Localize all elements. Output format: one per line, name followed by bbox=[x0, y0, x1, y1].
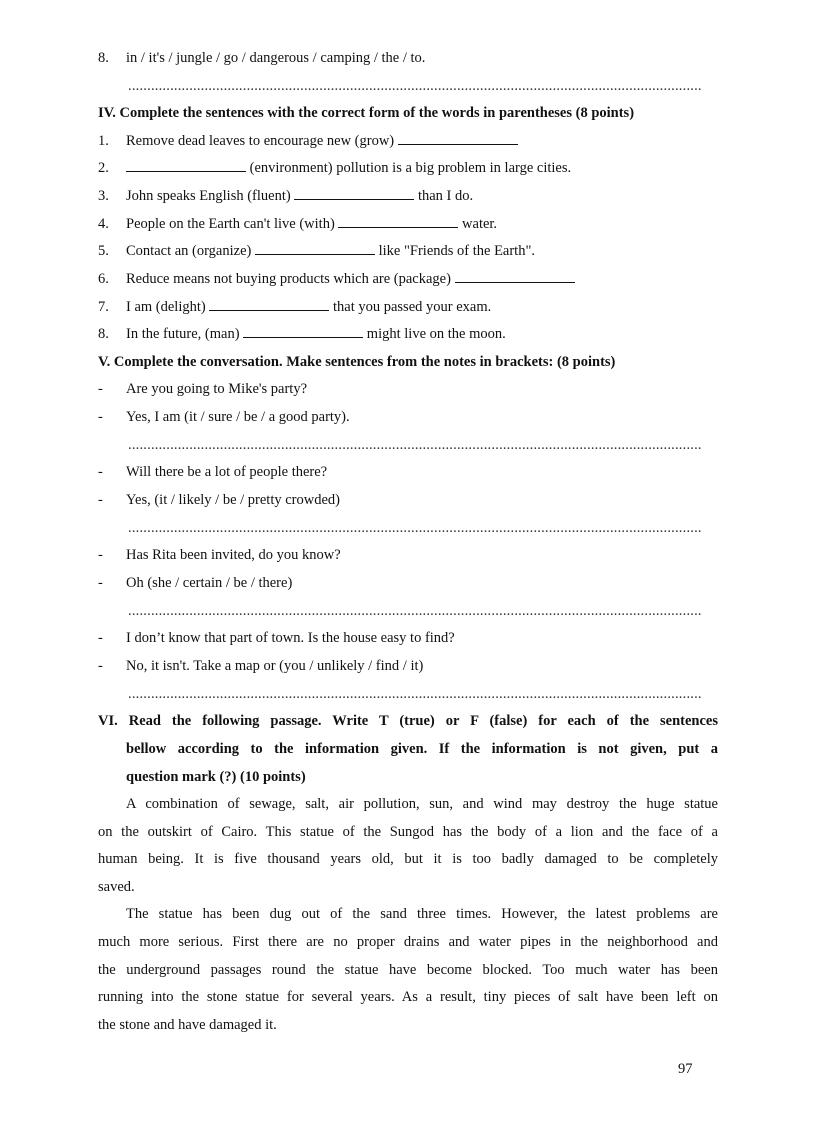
section-4-item bbox=[0, 296, 816, 318]
passage-text: human being. It is five thousand years old, but it is too badly damaged to be completely bbox=[98, 851, 718, 867]
item-number: 2. bbox=[98, 160, 109, 176]
section-6-heading-line-2 bbox=[0, 738, 816, 760]
item-text-before: Contact an (organize) bbox=[126, 243, 255, 259]
conversation-line bbox=[0, 461, 816, 483]
item-text bbox=[126, 213, 497, 235]
conversation-line bbox=[0, 406, 816, 428]
item-text bbox=[126, 268, 575, 290]
section-5-heading-line bbox=[0, 351, 816, 373]
answer-blank[interactable] bbox=[126, 159, 246, 172]
answer-dotted-line[interactable]: ...................................................................................................................................................... bbox=[128, 603, 702, 619]
item-text-before: People on the Earth can't live (with) bbox=[126, 216, 339, 232]
answer-blank[interactable] bbox=[398, 132, 518, 145]
passage-text: saved. bbox=[98, 879, 135, 895]
passage-p1-line-1 bbox=[0, 793, 816, 815]
item-number: 8. bbox=[98, 326, 109, 342]
section-6-heading-3: question mark (?) (10 points) bbox=[126, 769, 306, 785]
section-4-heading: IV. Complete the sentences with the correct form of the words in parentheses (8 points) bbox=[98, 105, 635, 121]
section-4-item bbox=[0, 157, 816, 179]
section-4-item bbox=[0, 213, 816, 235]
answer-line bbox=[0, 600, 816, 622]
exercise-8-number: 8. bbox=[98, 50, 109, 66]
item-number: 4. bbox=[98, 216, 109, 232]
item-number: 5. bbox=[98, 243, 109, 259]
passage-p2-line-2 bbox=[0, 931, 816, 953]
section-6-heading-line-3 bbox=[0, 766, 816, 788]
conversation-text: No, it isn't. Take a map or (you / unlikely / find / it) bbox=[126, 658, 424, 674]
item-text-after: might live on the moon. bbox=[363, 326, 506, 342]
answer-blank[interactable] bbox=[455, 270, 575, 283]
answer-blank[interactable] bbox=[338, 215, 458, 228]
page-number: 97 bbox=[678, 1061, 693, 1077]
item-number: 1. bbox=[98, 133, 109, 149]
passage-text: running into the stone statue for several years. As a result, tiny pieces of salt have been left on bbox=[98, 989, 718, 1005]
item-text-before: Reduce means not buying products which are (package) bbox=[126, 271, 455, 287]
answer-dotted-line[interactable]: ...................................................................................................................................................... bbox=[128, 686, 702, 702]
dash-marker: - bbox=[98, 658, 103, 674]
item-text-before: John speaks English (fluent) bbox=[126, 188, 295, 204]
item-text-after: water. bbox=[458, 216, 498, 232]
conversation-text: Has Rita been invited, do you know? bbox=[126, 547, 341, 563]
dash-marker: - bbox=[98, 547, 103, 563]
item-text-after: that you passed your exam. bbox=[329, 299, 492, 315]
answer-blank[interactable] bbox=[243, 325, 363, 338]
item-text-after: (environment) pollution is a big problem in large cities. bbox=[246, 160, 572, 176]
answer-line bbox=[0, 683, 816, 705]
passage-text: The statue has been dug out of the sand three times. However, the latest problems are bbox=[126, 906, 718, 922]
section-4-item bbox=[0, 323, 816, 345]
passage-p2-line-3 bbox=[0, 959, 816, 981]
conversation-text: Will there be a lot of people there? bbox=[126, 464, 328, 480]
answer-dotted-line[interactable]: ...................................................................................................................................................... bbox=[128, 520, 702, 536]
section-6-heading-1: VI. Read the following passage. Write T (true) or F (false) for each of the sentences bbox=[98, 713, 718, 729]
answer-line bbox=[0, 517, 816, 539]
dash-marker: - bbox=[98, 464, 103, 480]
conversation-line bbox=[0, 489, 816, 511]
conversation-line bbox=[0, 544, 816, 566]
conversation-line bbox=[0, 655, 816, 677]
conversation-text: I don’t know that part of town. Is the house easy to find? bbox=[126, 630, 455, 646]
conversation-line bbox=[0, 378, 816, 400]
section-6-heading-2: bellow according to the information given. If the information is not given, put a bbox=[126, 741, 718, 757]
dash-marker: - bbox=[98, 381, 103, 397]
section-5-heading: V. Complete the conversation. Make sentences from the notes in brackets: (8 points) bbox=[98, 354, 616, 370]
section-6-heading-line-1 bbox=[0, 710, 816, 732]
item-text-before: I am (delight) bbox=[126, 299, 210, 315]
passage-text: the underground passages round the statue have become blocked. Too much water has been bbox=[98, 962, 718, 978]
passage-p1-line-4 bbox=[0, 876, 816, 898]
passage-text: A combination of sewage, salt, air pollution, sun, and wind may destroy the huge statue bbox=[126, 796, 718, 812]
exercise-8-line bbox=[0, 47, 816, 69]
answer-blank[interactable] bbox=[209, 298, 329, 311]
passage-p1-line-2 bbox=[0, 821, 816, 843]
conversation-line bbox=[0, 572, 816, 594]
conversation-text: Yes, (it / likely / be / pretty crowded) bbox=[126, 492, 340, 508]
dash-marker: - bbox=[98, 409, 103, 425]
passage-p2-line-1 bbox=[0, 903, 816, 925]
item-text-before: In the future, (man) bbox=[126, 326, 244, 342]
conversation-text: Yes, I am (it / sure / be / a good party). bbox=[126, 409, 350, 425]
passage-text: much more serious. First there are no proper drains and water pipes in the neighborhood and bbox=[98, 934, 718, 950]
item-text-after: like "Friends of the Earth". bbox=[374, 243, 536, 259]
item-text bbox=[126, 240, 535, 262]
item-text bbox=[126, 157, 571, 179]
conversation-text: Are you going to Mike's party? bbox=[126, 381, 308, 397]
section-4-item bbox=[0, 130, 816, 152]
dash-marker: - bbox=[98, 492, 103, 508]
item-text bbox=[126, 296, 491, 318]
answer-blank[interactable] bbox=[255, 242, 375, 255]
answer-dotted-line[interactable]: ...................................................................................................................................................... bbox=[128, 437, 702, 453]
item-number: 3. bbox=[98, 188, 109, 204]
section-4-heading-line bbox=[0, 102, 816, 124]
passage-text: on the outskirt of Cairo. This statue of the Sungod has the body of a lion and the face of a bbox=[98, 824, 718, 840]
item-number: 6. bbox=[98, 271, 109, 287]
item-text-after: than I do. bbox=[414, 188, 474, 204]
item-text bbox=[126, 185, 473, 207]
item-text bbox=[126, 130, 518, 152]
exercise-8-text: in / it's / jungle / go / dangerous / camping / the / to. bbox=[126, 50, 426, 66]
dash-marker: - bbox=[98, 575, 103, 591]
section-4-item bbox=[0, 268, 816, 290]
passage-p2-line-4 bbox=[0, 986, 816, 1008]
item-number: 7. bbox=[98, 299, 109, 315]
dash-marker: - bbox=[98, 630, 103, 646]
answer-line bbox=[0, 434, 816, 456]
item-text-before: Remove dead leaves to encourage new (grow) bbox=[126, 133, 398, 149]
section-4-item bbox=[0, 185, 816, 207]
item-text bbox=[126, 323, 506, 345]
conversation-text: Oh (she / certain / be / there) bbox=[126, 575, 293, 591]
passage-text: the stone and have damaged it. bbox=[98, 1017, 277, 1033]
answer-blank[interactable] bbox=[294, 187, 414, 200]
section-4-item bbox=[0, 240, 816, 262]
answer-dotted-line: ...................................................................................................................................................... bbox=[128, 78, 702, 94]
exercise-8-answer-line bbox=[0, 75, 816, 97]
passage-p1-line-3 bbox=[0, 848, 816, 870]
conversation-line bbox=[0, 627, 816, 649]
passage-p2-line-5 bbox=[0, 1014, 816, 1036]
